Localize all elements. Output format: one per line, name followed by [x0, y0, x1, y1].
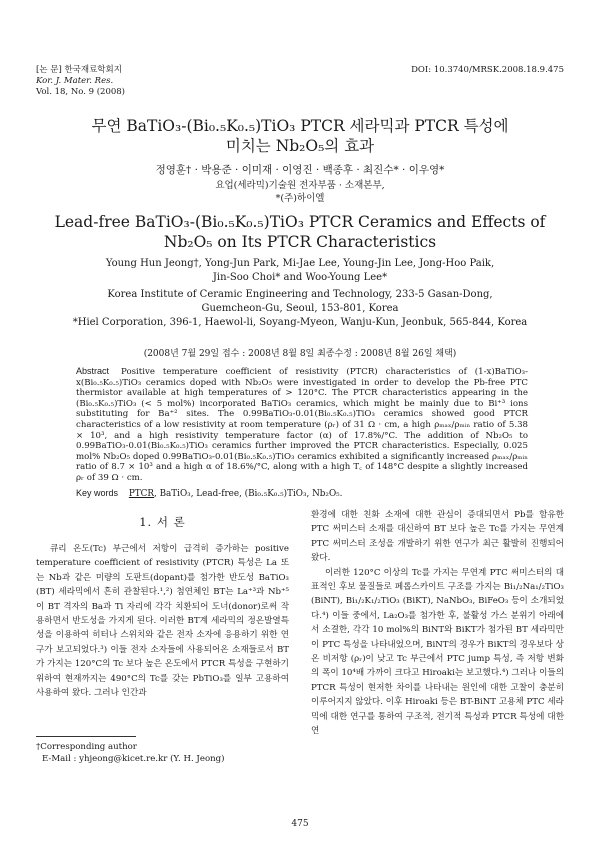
body-column-left	[36, 542, 289, 700]
journal-header	[36, 65, 125, 98]
footnote-divider	[36, 736, 136, 737]
received-dates: (2008년 7월 29일 접수 : 2008년 8월 8일 최종수정 : 2008년 8월 26일 채택)	[143, 349, 457, 359]
affiliation-english	[0, 288, 600, 330]
body-column-right	[311, 508, 564, 739]
title-korean-line2: 미치는 Nb₂O₅의 효과	[225, 137, 375, 155]
authors-english-line1: Young Hun Jeong†, Yong-Jun Park, Mi-Jae Lee, Young-Jin Lee, Jong-Hoo Paik,	[105, 258, 495, 269]
authors-english	[0, 257, 600, 285]
affiliation-korean	[0, 179, 600, 205]
journal-name-ko: [논 문] 한국재료학회지	[36, 65, 122, 75]
section-title: 1. 서 론	[139, 515, 186, 529]
affiliation-english-line3: *Hiel Corporation, 396-1, Haewol-li, Soyang-Myeon, Wanju-Kun, Jeonbuk, 565-844, Korea	[72, 317, 528, 328]
keywords	[76, 488, 528, 499]
title-english	[0, 212, 600, 252]
body-paragraph: 큐리 온도(Tc) 부근에서 저항이 급격히 증가하는 positive temperature coefficient of resistivity (PTCR) 특성은 La 또는 Nb과 같은 미량의 도판트(dopant)를 첨가한 반도성 BaTiO₃ (BT) 세라믹에서 흔히 관찰된다.¹,²) 첨연체인 BT는 La⁺³과 Nb⁺⁵이 BT 격자의 Ba과 Ti 자리에 각각 치환되어 도너(donor)로써 작용하면서 반도성을 가지게 된다. 이러한 BT계 세라믹의 정온발열특성을 이용하여 히터나 스위치와 같은 전자 소자에 응용하기 위한 연구가 보고되었다.³) 이들 전자 소자들에 사용되어온 소재들로서 BT가 가지는 120°C의 Tc 보다 높은 온도에서 PTCR 특성을 구현하기 위하여 현재까지는 490°C의 Tc를 갖는 PbTiO₃를 일부 고용하여 사용하여 왔다. 그러나 인간과	[36, 544, 289, 699]
authors-english-line2: Jin-Soo Choi* and Woo-Young Lee*	[212, 272, 388, 283]
title-korean	[0, 116, 600, 156]
keyword-first: PTCR	[128, 489, 154, 499]
doi: DOI: 10.3740/MRSK.2008.18.9.475	[411, 65, 564, 75]
journal-volume: Vol. 18, No. 9 (2008)	[36, 87, 126, 97]
title-english-line1: Lead-free BaTiO₃-(Bi₀.₅K₀.₅)TiO₃ PTCR Ceramics and Effects of	[54, 213, 546, 231]
abstract-label: Abstract	[76, 366, 110, 376]
journal-name-en: Kor. J. Mater. Res.	[36, 76, 114, 86]
abstract-text: Positive temperature coefficient of resistivity (PTCR) characteristics of (1-x)BaTiO₃-x(Bi₀.₅K₀.₅)TiO₃ ceramics doped with Nb₂O₅ were investigated in order to develop the Pb-free PTC thermistor available at high temperatures of > 120°C. The PTCR characteristics appearing in the (Bi₀.₅K₀.₅)TiO₃ (< 5 mol%) incorporated BaTiO₃ ceramics, which might be mainly due to Bi⁺³ ions substituting for Ba⁺² sites. The 0.99BaTiO₃-0.01(Bi₀.₅K₀.₅)TiO₃ ceramics showed good PTCR characteristics of a low resistivity at room temperature (ρᵣ) of 31 Ω · cm, a high ρₘₐₓ/ρₘᵢₙ ratio of 5.38 × 10³, and a high resistivity temperature factor (α) of 17.8%/°C. The addition of Nb₂O₅ to 0.99BaTiO₃-0.01(Bi₀.₅K₀.₅)TiO₃ ceramics further improved the PTCR characteristics. Especially, 0.025 mol% Nb₂O₅ doped 0.99BaTiO₃-0.01(Bi₀.₅K₀.₅)TiO₃ ceramics exhibited a significantly increased ρₘₐₓ/ρₘᵢₙ ratio of 8.7 × 10³ and a high α of 18.6%/°C, along with a high T꜀ of 148°C despite a slightly increased ρᵣ of 39 Ω · cm.	[76, 367, 528, 483]
affiliation-english-line2: Guemcheon-Gu, Seoul, 153-801, Korea	[201, 303, 399, 314]
keywords-label: Key words	[76, 488, 119, 498]
affiliation-english-line1: Korea Institute of Ceramic Engineering and Technology, 233-5 Gasan-Dong,	[107, 289, 493, 300]
footnote	[36, 741, 225, 765]
authors-korean: 정영훈† · 박용준 · 이미재 · 이영진 · 백종후 · 최진수* · 이우영*	[155, 164, 445, 176]
title-korean-line1: 무연 BaTiO₃-(Bi₀.₅K₀.₅)TiO₃ PTCR 세라믹과 PTCR 특성에	[91, 117, 509, 135]
title-english-line2: Nb₂O₅ on Its PTCR Characteristics	[163, 233, 437, 251]
footnote-corresponding: †Corresponding author	[36, 742, 137, 752]
affiliation-korean-line2: *(주)하이엘	[275, 193, 325, 204]
body-paragraph: 환경에 대한 친화 소재에 대한 관심이 증대되면서 Pb를 함유한 PTC 써미스터 소재를 대신하여 BT 보다 높은 Tc를 가지는 무연계 PTC 써미스터 조성을 개발하기 위한 연구가 최근 활발히 진행되어 왔다.	[311, 510, 564, 564]
footnote-email: E-Mail : yhjeong@kicet.re.kr (Y. H. Jeong)	[42, 754, 225, 764]
abstract	[76, 366, 528, 484]
affiliation-korean-line1: 요업(세라믹)기술원 전자부품 · 소재본부,	[215, 180, 385, 191]
body-paragraph: 이러한 120°C 이상의 Tc를 가지는 무연계 PTC 써미스터의 대표적인 후보 물질들로 페롭스카이트 구조를 가지는 Bi₁/₂Na₁/₂TiO₃ (BiNT), Bi₁/₂K₁/₂TiO₃ (BiKT), NaNbO₃, BiFeO₃ 등이 소개되었다.⁴) 이들 중에서, La₂O₃를 첨가한 후, 불활성 가스 분위기 아래에서 소결한, 각각 10 mol%의 BiNT와 BiKT가 첨가된 BT 세라믹만이 PTC 특성을 나타내었으며, BiNT의 경우가 BiKT의 경우보다 상온 비저항 (ρᵣ)이 낮고 Tc 부근에서 PTC jump 특성, 즉 저항 변화의 폭이 10⁴배 가까이 크다고 Hiroaki는 보고했다.⁴) 그러나 이들의 PTCR 특성이 현저한 차이를 나타내는 원인에 대한 고찰이 충분히 이루어지지 않았다. 이후 Hiroaki 등은 BT-BiNT 고용체 PTC 세라믹에 대한 연구를 통하여 구조적, 전기적 특성과 PTCR 특성에 대한 연	[311, 567, 564, 737]
page-number: 475	[291, 819, 309, 829]
keywords-rest: , BaTiO₃, Lead-free, (Bi₀.₅K₀.₅)TiO₃, Nb₂O₅.	[153, 489, 343, 499]
